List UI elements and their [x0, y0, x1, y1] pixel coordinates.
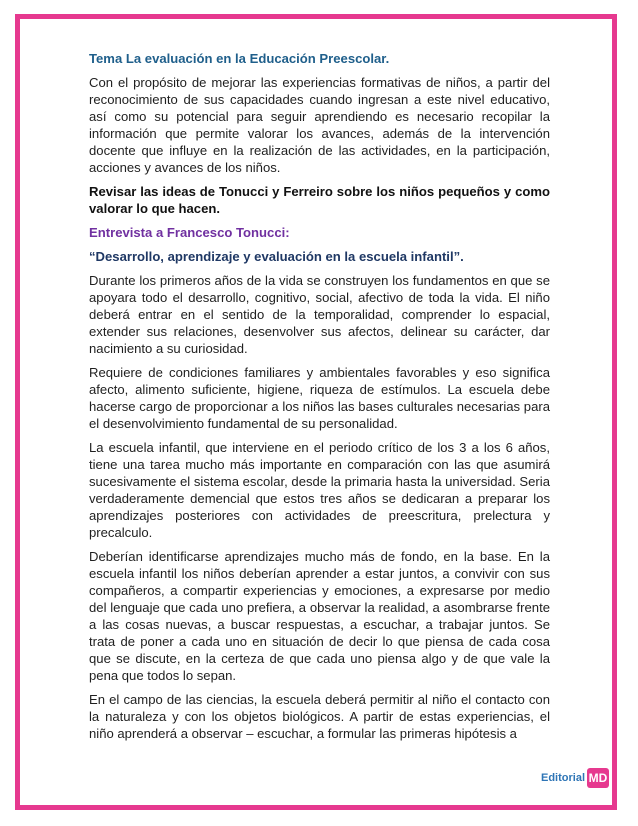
document-body: [89, 50, 550, 749]
paragraph-development: Durante los primeros años de la vida se construyen los fundamentos en que se apoyara todo el desarrollo, cognitivo, social, afectivo de toda la vida. El niño deberá entrar en el sentido de la temporalidad, comprender lo espacial, extender sus relaciones, desenvolver sus afectos, delinear su carácter, dar nacimiento a su curiosidad.: [89, 273, 550, 356]
logo-mark-icon: MD: [587, 768, 609, 788]
interview-heading: Entrevista a Francesco Tonucci:: [89, 225, 290, 240]
quote-title: “Desarrollo, aprendizaje y evaluación en la escuela infantil”.: [89, 249, 464, 264]
topic-heading: Tema La evaluación en la Educación Preescolar.: [89, 51, 390, 66]
paragraph-infant-school: La escuela infantil, que interviene en el periodo crítico de los 3 a los 6 años, tiene una tarea mucho más importante en comparación con las que asumirá sucesivamente el sistema escolar, desde la primaria hasta la universidad. Seria verdaderamente demencial que estos tres años se dedicaran a preparar los aprendizajes posteriores con actividades de preescritura, prelectura y precalculo.: [89, 440, 550, 540]
task-statement: Revisar las ideas de Tonucci y Ferreiro sobre los niños pequeños y como valorar lo que hacen.: [89, 184, 550, 216]
intro-paragraph: Con el propósito de mejorar las experiencias formativas de niños, a partir del reconocimiento de sus capacidades cuando ingresan a este nivel educativo, así como su potencial para seguir aprendiendo es necesario recopilar la información que permite valorar los avances, además de la intervención docente que influye en la realización de las actividades, en la participación, acciones y avances de los niños.: [89, 75, 550, 175]
editorial-logo: [541, 767, 609, 789]
paragraph-sciences: En el campo de las ciencias, la escuela deberá permitir al niño el contacto con la naturaleza y con los objetos biológicos. A partir de estas experiencias, el niño aprenderá a observar – escuchar, a formular las primeras hipótesis a: [89, 692, 550, 741]
logo-text: Editorial: [541, 772, 586, 784]
paragraph-learning: Deberían identificarse aprendizajes mucho más de fondo, en la base. En la escuela infantil los niños deberían aprender a estar juntos, a convivir con sus compañeros, a compartir experiencias y emociones, a expresarse por medio del lenguaje que cada uno prefiera, a observar la realidad, a asombrarse frente a las cosas nuevas, a buscar respuestas, a escuchar, a trabajar juntos. Se trata de poner a cada uno en situación de decir lo que piensa de cada cosa que se discute, en la certeza de que cada uno piensa algo y de que vale la pena que todos lo sepan.: [89, 549, 550, 683]
paragraph-conditions: Requiere de condiciones familiares y ambientales favorables y eso significa afecto, alimento suficiente, higiene, riqueza de estímulos. La escuela debe hacerse cargo de proporcionar a los niños las bases culturales necesarias para el desenvolvimiento fundamental de su personalidad.: [89, 365, 550, 431]
